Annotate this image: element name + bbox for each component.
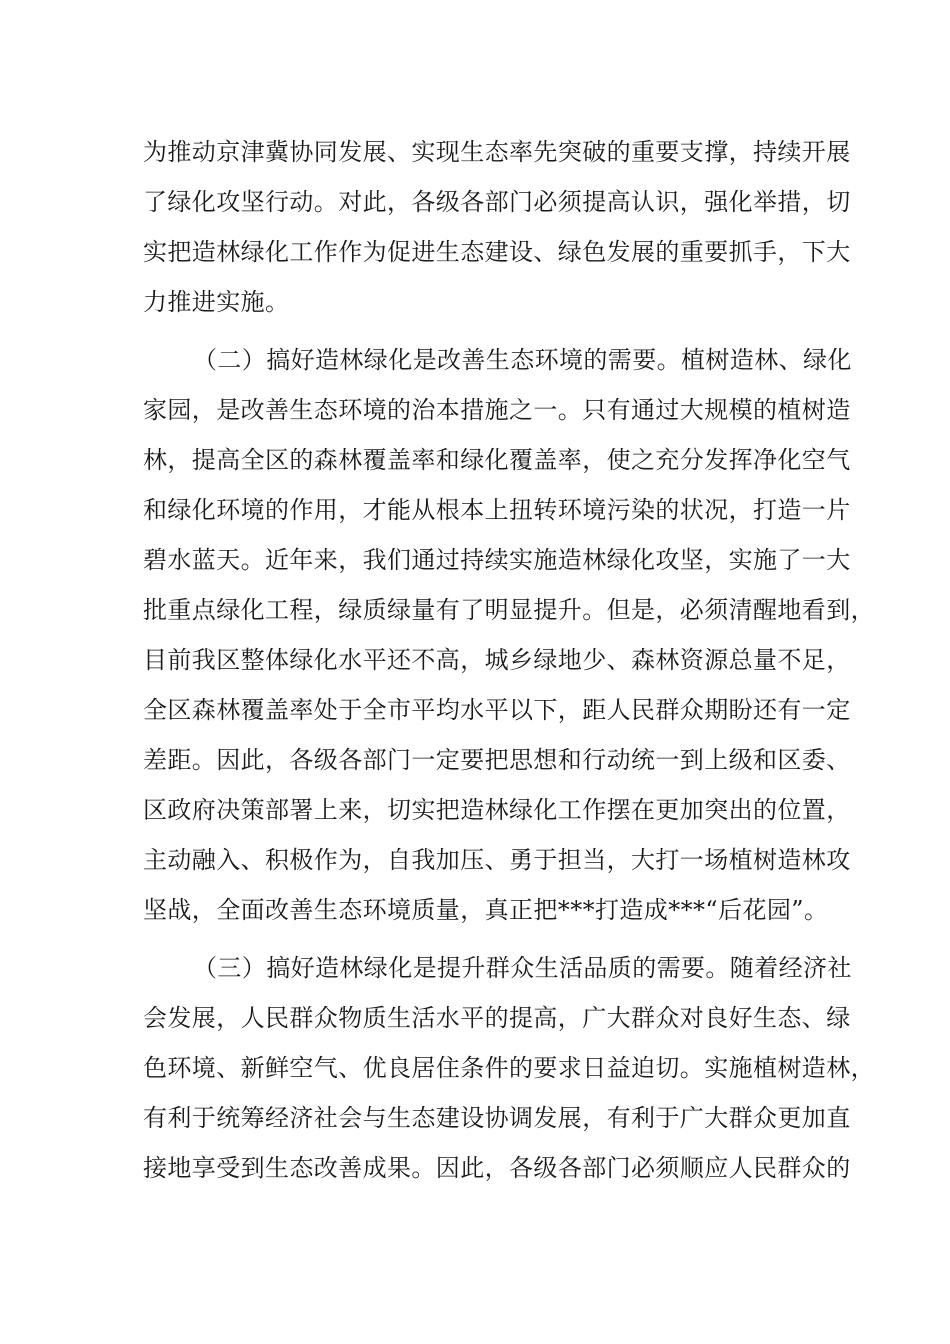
text-line: 色环境、新鲜空气、优良居住条件的要求日益迫切。实施植树造林， xyxy=(143,1054,875,1082)
text-line: 有利于统筹经济社会与生态建设协调发展，有利于广大群众更加直 xyxy=(143,1104,851,1132)
text-line: 碧水蓝天。近年来，我们通过持续实施造林绿化攻坚，实施了一大 xyxy=(143,546,851,574)
section-heading-line: （三）搞好造林绿化是提升群众生活品质的需要。随着经济社 xyxy=(193,954,852,982)
text-line: 接地享受到生态改善成果。因此，各级各部门必须顺应人民群众的 xyxy=(143,1154,851,1182)
text-line: 差距。因此，各级各部门一定要把思想和行动统一到上级和区委、 xyxy=(143,746,851,774)
text-line: 全区森林覆盖率处于全市平均水平以下，距人民群众期盼还有一定 xyxy=(143,696,851,724)
text-line: 林，提高全区的森林覆盖率和绿化覆盖率，使之充分发挥净化空气 xyxy=(143,446,851,474)
text-line: 家园，是改善生态环境的治本措施之一。只有通过大规模的植树造 xyxy=(143,396,851,424)
text-line: 会发展，人民群众物质生活水平的提高，广大群众对良好生态、绿 xyxy=(143,1004,851,1032)
text-line: 和绿化环境的作用，才能从根本上扭转环境污染的状况，打造一片 xyxy=(143,496,851,524)
text-line: 主动融入、积极作为，自我加压、勇于担当，大打一场植树造林攻 xyxy=(143,846,851,874)
text-line: 实把造林绿化工作作为促进生态建设、绿色发展的重要抓手，下大 xyxy=(143,238,851,266)
text-line: 为推动京津冀协同发展、实现生态率先突破的重要支撑，持续开展 xyxy=(143,138,851,166)
section-heading-line: （二）搞好造林绿化是改善生态环境的需要。植树造林、绿化 xyxy=(193,346,852,374)
text-line: 区政府决策部署上来，切实把造林绿化工作摆在更加突出的位置， xyxy=(143,796,851,824)
text-line: 坚战，全面改善生态环境质量，真正把***打造成***“后花园”。 xyxy=(143,896,829,924)
text-line: 目前我区整体绿化水平还不高，城乡绿地少、森林资源总量不足， xyxy=(143,646,851,674)
text-line: 了绿化攻坚行动。对此，各级各部门必须提高认识，强化举措，切 xyxy=(143,188,851,216)
text-line: 力推进实施。 xyxy=(143,288,290,316)
text-line: 批重点绿化工程，绿质绿量有了明显提升。但是，必须清醒地看到， xyxy=(143,596,875,624)
